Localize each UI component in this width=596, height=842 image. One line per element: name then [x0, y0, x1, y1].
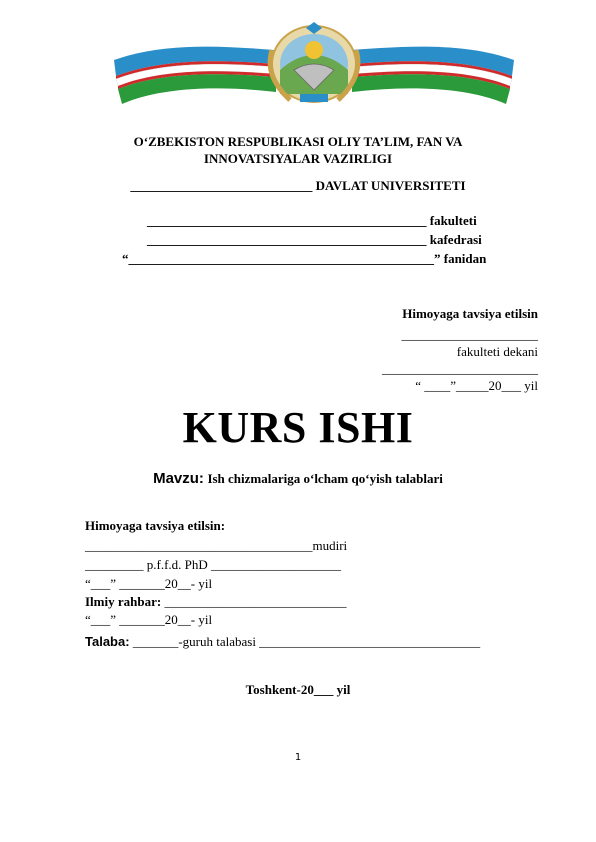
right-flag-icon — [352, 47, 514, 104]
student-line — [85, 634, 480, 650]
mudiri-line: ___________________________________mudiri — [85, 538, 348, 553]
document-title: KURS ISHI — [182, 403, 414, 452]
department-line: ___________________________________________ kafedrasi — [147, 232, 482, 247]
advisor-signature-line: ____________________________ — [164, 594, 347, 609]
phd-line: _________ p.f.f.d. PhD ____________________ — [85, 557, 342, 572]
topic-value: Ish chizmalariga o‘lcham qo‘yish talablari — [207, 471, 443, 486]
coat-of-arms-icon — [270, 22, 358, 102]
subject-line: “_______________________________________________” fanidan — [122, 251, 487, 266]
student-group-line: _______-guruh talabasi __________________________________ — [132, 634, 481, 649]
student-label: Talaba: — [85, 634, 130, 649]
state-emblem-icon — [104, 20, 524, 104]
ministry-line2: INNOVATSIYALAR VAZIRLIGI — [203, 151, 393, 166]
approval-signature-line: _____________________ — [401, 327, 538, 342]
date-line-1: “___” _______20__- yil — [85, 576, 213, 591]
left-flag-icon — [114, 47, 276, 104]
date-line-2: “___” _______20__- yil — [85, 612, 213, 627]
topic-line — [0, 470, 596, 488]
approval-title: Himoyaga tavsiya etilsin — [402, 306, 538, 321]
recommend-label: Himoyaga tavsiya etilsin: — [85, 518, 226, 533]
page-number: 1 — [294, 752, 302, 763]
advisor-line — [85, 594, 346, 610]
city-year: Toshkent-20___ yil — [245, 682, 351, 697]
university-line: ____________________________ DAVLAT UNIVERSITETI — [130, 178, 466, 193]
ministry-line1: O‘ZBEKISTON RESPUBLIKASI OLIY TA’LIM, FAN VA — [133, 134, 463, 149]
faculty-line: ___________________________________________ fakulteti — [147, 213, 477, 228]
approval-date: “ ____”_____20___ yil — [415, 378, 538, 393]
approval-name-line: ________________________ — [382, 361, 538, 376]
approval-role: fakulteti dekani — [456, 344, 538, 359]
ministry-heading — [0, 133, 596, 167]
topic-label: Mavzu: — [153, 470, 204, 487]
advisor-label: Ilmiy rahbar: — [85, 594, 162, 609]
